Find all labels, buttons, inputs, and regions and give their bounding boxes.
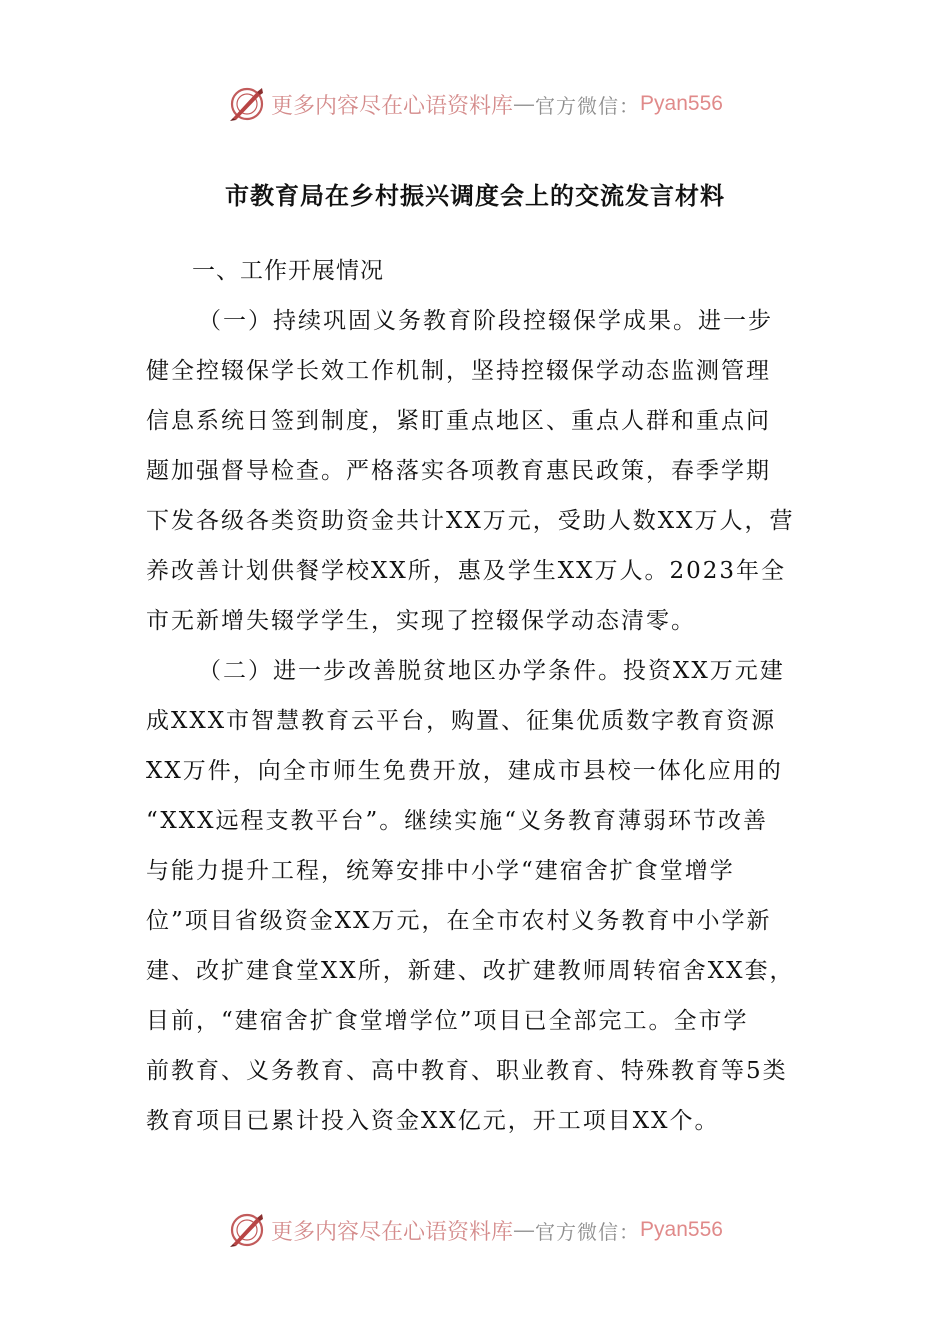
paragraph-line: 信息系统日签到制度，紧盯重点地区、重点人群和重点问: [146, 408, 771, 434]
paragraph-line: 题加强督导检查。严格落实各项教育惠民政策，春季学期: [146, 458, 771, 484]
paragraph-line: XX万件，向全市师生免费开放，建成市县校一体化应用的: [146, 758, 783, 784]
paragraph-1: [146, 296, 806, 646]
watermark-contact-id: Pyan556: [640, 92, 723, 115]
watermark-contact-id: Pyan556: [640, 1218, 723, 1241]
paragraph-line: 下发各级各类资助资金共计XX万元，受助人数XX万人，营: [146, 508, 795, 534]
paragraph-line: 成XXX市智慧教育云平台，购置、征集优质数字教育资源: [146, 708, 777, 734]
paragraph-line: “XXX远程支教平台”。继续实施“义务教育薄弱环节改善: [146, 808, 769, 834]
document-title: 市教育局在乡村振兴调度会上的交流发言材料: [225, 182, 725, 210]
paragraph-line: 前教育、义务教育、高中教育、职业教育、特殊教育等5类: [146, 1058, 788, 1084]
paragraph-2: [146, 646, 806, 1146]
paragraph-line: 健全控辍保学长效工作机制，坚持控辍保学动态监测管理: [146, 358, 771, 384]
watermark-header: [0, 82, 950, 126]
paragraph-line: 养改善计划供餐学校XX所，惠及学生XX万人。2023年全: [146, 558, 787, 584]
paragraph-line: （二）进一步改善脱贫地区办学条件。投资XX万元建: [198, 658, 785, 684]
paragraph-line: 建、改扩建食堂XX所，新建、改扩建教师周转宿舍XX套，: [146, 958, 795, 984]
section-heading: 一、工作开展情况: [192, 258, 384, 284]
watermark-footer: [0, 1208, 950, 1252]
watermark-separator: —: [513, 91, 536, 117]
paragraph-line: 教育项目已累计投入资金XX亿元，开工项目XX个。: [146, 1108, 720, 1134]
paragraph-line: 与能力提升工程，统筹安排中小学“建宿舍扩食堂增学: [146, 858, 735, 884]
paragraph-line: 目前，“建宿舍扩食堂增学位”项目已全部完工。全市学: [146, 1008, 749, 1034]
paragraph-line: （一）持续巩固义务教育阶段控辍保学成果。进一步: [198, 308, 773, 334]
document-body: [146, 246, 806, 1146]
pen-seal-logo-icon: [227, 84, 267, 124]
watermark-contact-label: 官方微信：: [535, 93, 641, 118]
paragraph-line: 市无新增失辍学学生，实现了控辍保学动态清零。: [146, 608, 696, 634]
watermark-prefix: 更多内容尽在心语资料库: [271, 93, 514, 119]
pen-seal-logo-icon: [227, 1210, 267, 1250]
watermark-contact-label: 官方微信：: [535, 1219, 641, 1244]
paragraph-line: 位”项目省级资金XX万元，在全市农村义务教育中小学新: [146, 908, 772, 934]
watermark-prefix: 更多内容尽在心语资料库: [271, 1219, 514, 1245]
watermark-separator: —: [513, 1217, 536, 1243]
